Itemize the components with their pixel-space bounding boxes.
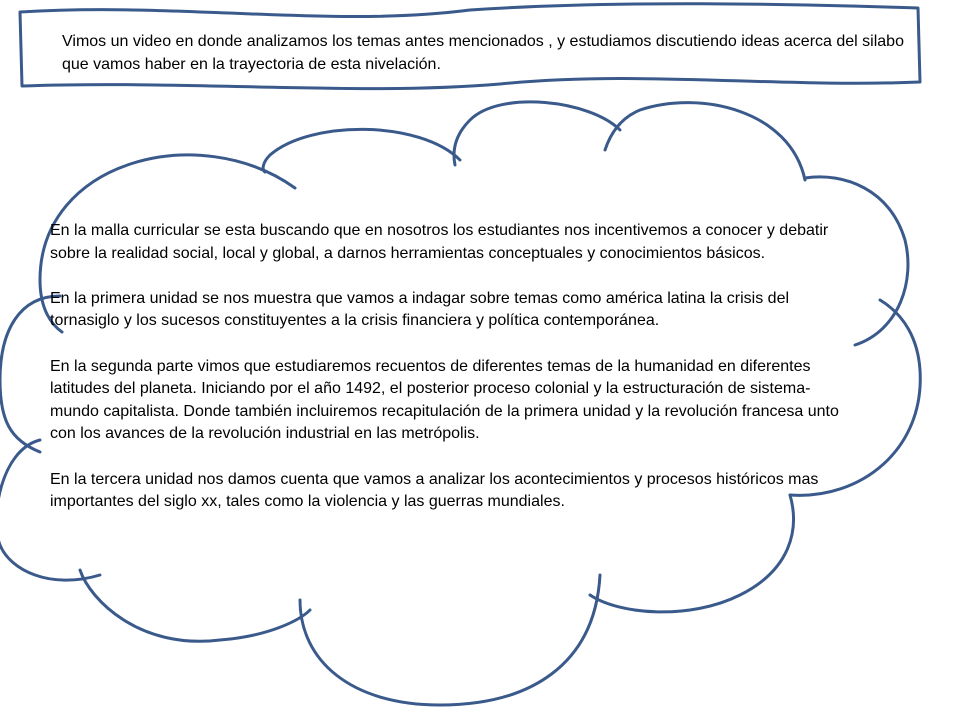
paragraph-primera-unidad: En la primera unidad se nos muestra que vamos a indagar sobre temas como américa latina la crisis del tornasiglo y los sucesos constituyentes a la crisis financiera y política contemporánea. (50, 289, 790, 330)
cloud-text (50, 220, 840, 514)
paragraph-segunda-parte: En la segunda parte vimos que estudiaremos recuentos de diferentes temas de la humanidad en diferentes latitudes del planeta. Iniciando por el año 1492, el posterior proceso colonial y la estructuración de sistema-mundo capitalista. Donde también incluiremos recapitulación de la primera unidad y la revolución francesa unto con los avances de la revolución industrial en las metrópolis. (50, 357, 839, 443)
banner-text: Vimos un video en donde analizamos los temas antes mencionados , y estudiamos discutiendo ideas acerca del silabo que vamos haber en la trayectoria de esta nivelación. (62, 33, 904, 73)
paragraph-tercera-unidad: En la tercera unidad nos damos cuenta que vamos a analizar los acontecimientos y procesos históricos mas importantes del siglo xx, tales como la violencia y las guerras mundiales. (50, 470, 819, 511)
paragraph-malla-curricular: En la malla curricular se esta buscando que en nosotros los estudiantes nos incentivemos a conocer y debatir sobre la realidad social, local y global, a darnos herramientas conceptuales y conocimientos básicos. (50, 222, 829, 262)
